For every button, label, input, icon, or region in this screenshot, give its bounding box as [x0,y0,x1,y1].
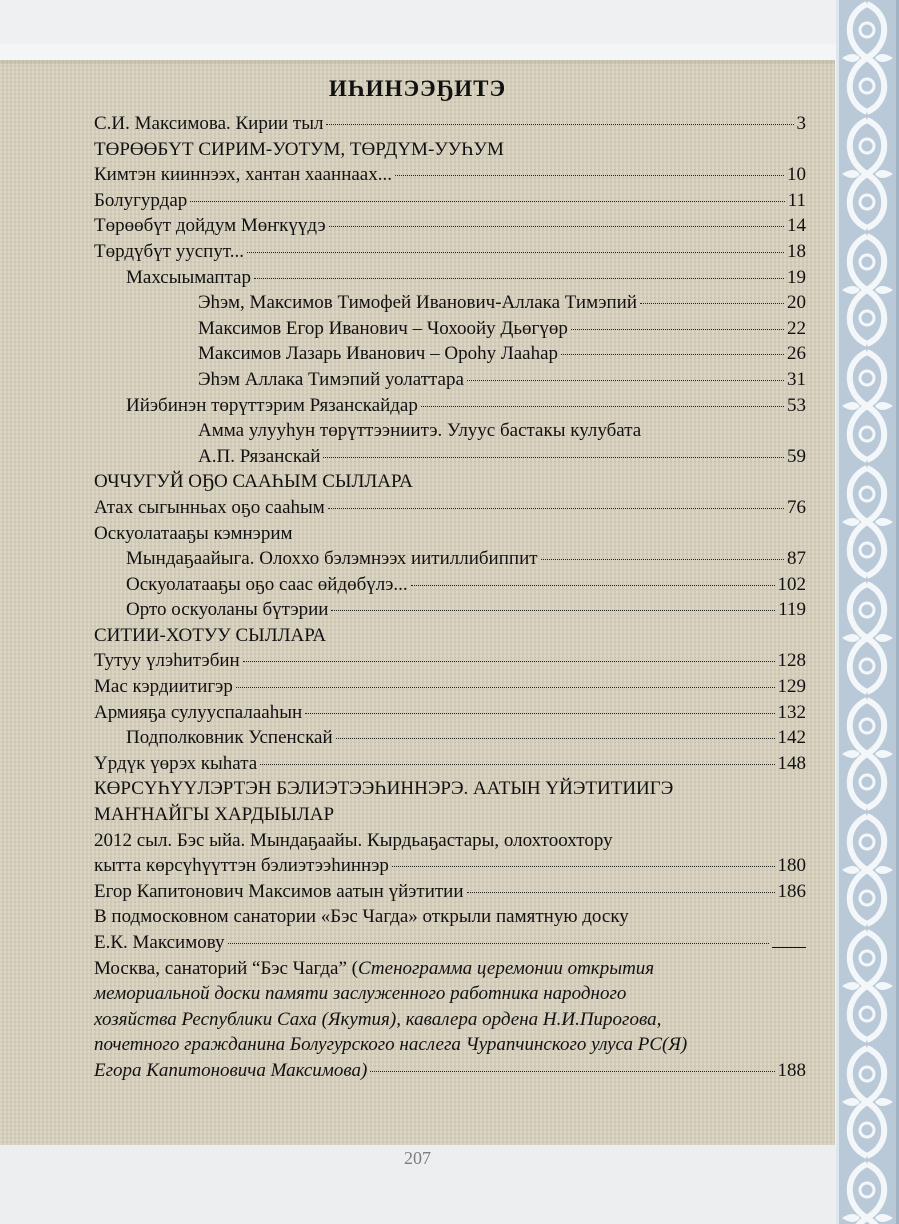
toc-entry [94,213,806,239]
toc-page-number: 132 [777,701,806,723]
toc-entry [94,751,806,777]
dot-leader [411,585,775,586]
toc-entry-title: Максимов Егор Иванович – Чохоойу Дьөгүөр [198,317,568,339]
dot-leader [467,380,784,381]
toc-entry [94,853,806,879]
toc-page-number: 186 [777,880,806,902]
dot-leader [228,943,769,944]
toc-entry-title: Кимтэн кииннээх, хантан хааннаах... [94,164,392,186]
toc-entry [94,546,806,572]
toc-entry-line: 2012 сыл. Бэс ыйа. Мындаҕаайы. Кырдьаҕастары, олохтоохтору [94,829,613,851]
toc-entry-title: Егор Капитонович Максимов аатын үйэтитии [94,880,464,902]
dot-leader [243,661,775,662]
toc-entry [94,162,806,188]
section-heading: ТӨРӨӨБҮТ СИРИМ-УОТУМ, ТӨРДҮМ-УУҺУМ [94,138,504,160]
toc-entry [94,265,806,291]
toc-page-number: 59 [787,445,806,467]
toc-page-number: 10 [787,164,806,186]
dot-leader [247,252,784,253]
toc-entry-title: Атах сыгынньах оҕо сааһым [94,496,325,518]
toc-page-number: 128 [777,650,806,672]
toc-page-number: 148 [777,752,806,774]
dot-leader [323,457,784,458]
toc-entry-title: Эһэм Аллака Тимэпий уолаттара [198,368,464,390]
toc-page-number: 3 [796,113,806,134]
dot-leader [336,738,775,739]
toc-page-number: 26 [787,343,806,365]
toc-page-number: 87 [787,548,806,570]
toc-entry-line: В подмосковном санатории «Бэс Чагда» открыли памятную доску [94,906,629,928]
toc-page-number: 76 [787,496,806,518]
toc-entry [94,393,806,419]
toc-entry-title: Армияҕа сулууспалааһын [94,701,303,723]
dot-leader [541,559,784,560]
dot-leader [467,892,775,893]
toc-page-number: 53 [787,394,806,416]
toc-page-number-blank [772,933,806,948]
toc-entry-title: Махсыымаптар [126,266,251,288]
dot-leader [640,303,784,304]
section-heading: КӨРСҮҺҮҮЛЭРТЭН БЭЛИЭТЭЭҺИННЭРЭ. ААТЫН ҮЙЭТИТИИГЭ [94,778,674,800]
toc-page-number: 142 [777,727,806,749]
toc-page-number: 14 [787,215,806,237]
dot-leader [395,175,784,176]
toc-page-number: 22 [787,317,806,339]
toc-entry [94,879,806,905]
toc-entry-title: Мас кэрдиитигэр [94,676,233,698]
dot-leader [236,687,775,688]
dot-leader [254,278,784,279]
toc-entry [94,648,806,674]
toc-entry-title: Е.К. Максимову [94,932,225,953]
toc-entry-title: Ийэбинэн төрүттэрим Рязанскайдар [126,394,418,416]
ornament-pattern-icon [836,0,899,1224]
toc-entry-title: кытта көрсүһүүттэн бэлиэтээһиннэр [94,855,389,877]
table-of-contents [94,111,806,1084]
toc-entry-title: Орто оскуоланы бүтэрии [126,599,329,621]
toc-entry-title: Болугурдар [94,189,188,211]
toc-entry [94,188,806,214]
toc-entry-title: Оскуолатааҕы оҕо саас өйдөбүлэ... [126,573,408,595]
toc-entry-title: Подполковник Успенскай [126,727,333,749]
panel-top-shadow [0,60,835,64]
toc-page-number: 19 [787,266,806,288]
section-heading: МАҤНАЙГЫ ХАРДЫЫЛАР [94,804,335,826]
toc-entry [94,725,806,751]
toc-page-number: 18 [787,240,806,262]
toc-entry-line-italic: Стенограмма церемонии открытия [357,957,655,979]
dot-leader [331,610,775,611]
toc-subheading: Оскуолатааҕы кэмнэрим [94,522,293,544]
toc-entry [94,239,806,265]
toc-entry-title: Максимов Лазарь Иванович – Ороһу Лааһар [198,343,558,365]
toc-entry-title: Тутуу үлэһитэбин [94,650,240,672]
ornament-border [836,0,899,1224]
toc-entry-title: Төрөөбүт дойдум Мөҥкүүдэ [94,215,326,237]
toc-page-number: 102 [777,573,806,595]
toc-entry-title: Үрдүк үөрэх кыһата [94,752,258,774]
toc-entry-title: Егора Капитоновича Максимова) [94,1059,368,1081]
top-margin-band [0,0,845,44]
toc-entry [94,597,806,623]
toc-entry-title: Эһэм, Максимов Тимофей Иванович-Аллака Тимэпий [198,292,637,314]
toc-entry-line: хозяйства Республики Саха (Якутия), кавалера ордена Н.И.Пирогова, [94,1008,662,1030]
toc-entry-title: А.П. Рязанскай [198,445,321,467]
toc-entry-line: почетного гражданина Болугурского наслега Чурапчинского улуса РС(Я) [94,1034,688,1056]
toc-entry-line: Амма улууһун төрүттээниитэ. Улуус бастакы кулубата [198,420,642,442]
toc-entry-title: Мындаҕаайыга. Олоххо бэлэмнээх иитиллибиппит [126,548,538,570]
dot-leader [421,406,784,407]
toc-entry [94,290,806,316]
toc-page-number: 20 [787,292,806,314]
toc-entry [94,674,806,700]
toc-entry-title: Төрдүбүт ууспут... [94,240,244,262]
toc-entry [94,316,806,342]
toc-entry [94,367,806,393]
toc-entry-line: мемориальной доски памяти заслуженного работника народного [94,983,627,1005]
dot-leader [328,508,784,509]
toc-entry [94,930,806,956]
dot-leader [571,329,784,330]
section-heading: ОЧЧУГУЙ ОҔО СААҺЫМ СЫЛЛАРА [94,471,413,493]
dot-leader [260,764,774,765]
dot-leader [370,1071,774,1072]
toc-entry [94,111,806,137]
section-heading: СИТИИ-ХОТУУ СЫЛЛАРА [94,624,327,646]
toc-page-number: 31 [787,368,806,390]
toc-entry-line [94,956,806,982]
toc-page-number: 129 [777,676,806,698]
toc-entry [94,495,806,521]
toc-page-number: 11 [787,189,806,211]
dot-leader [392,866,775,867]
dot-leader [190,201,784,202]
page-title: ИҺИНЭЭҔИТЭ [328,76,507,101]
dot-leader [561,354,784,355]
toc-entry-title: С.И. Максимова. Кирии тыл [94,113,324,134]
toc-entry [94,572,806,598]
dot-leader [326,124,793,125]
toc-entry [94,1058,806,1084]
toc-entry [94,341,806,367]
dot-leader [305,713,774,714]
toc-page-number: 119 [778,599,806,621]
toc-entry [94,444,806,470]
toc-page-number: 180 [777,855,806,877]
toc-entry [94,700,806,726]
dot-leader [329,226,784,227]
page-number: 207 [404,1148,431,1168]
toc-page-number: 188 [777,1059,806,1081]
toc-entry-line-start: Москва, санаторий “Бэс Чагда” ( [94,957,358,979]
